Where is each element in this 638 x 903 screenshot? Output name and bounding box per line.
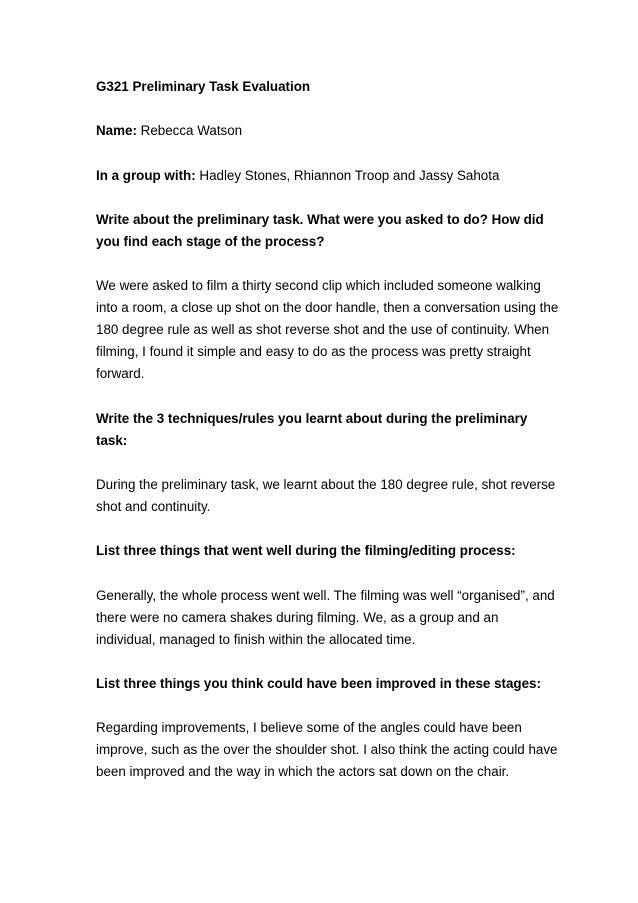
answer-1-line: forward. [96, 366, 145, 381]
answer-3-line: Generally, the whole process went well. The filming was well “organised”, and [96, 588, 555, 603]
answer-1-line: 180 degree rule as well as shot reverse shot and the use of continuity. When [96, 322, 550, 337]
answer-3-line: there were no camera shakes during filming. We, as a group and an [96, 610, 499, 625]
answer-4-line: improve, such as the over the shoulder shot. I also think the acting could have [96, 742, 558, 757]
question-3: List three things that went well during the filming/editing process: [96, 543, 516, 558]
answer-3-line: individual, managed to finish within the allocated time. [96, 632, 416, 647]
answer-2-line: During the preliminary task, we learnt about the 180 degree rule, shot reverse [96, 477, 556, 492]
answer-1-line: We were asked to film a thirty second clip which included someone walking [96, 278, 541, 293]
question-4: List three things you think could have been improved in these stages: [96, 676, 541, 691]
group-line [96, 165, 556, 186]
question-2-line: task: [96, 433, 128, 448]
question-1-line: Write about the preliminary task. What were you asked to do? How did [96, 212, 544, 227]
question-1-line: you find each stage of the process? [96, 234, 325, 249]
question-2-line: Write the 3 techniques/rules you learnt about during the preliminary [96, 411, 528, 426]
answer-4-line: been improved and the way in which the actors sat down on the chair. [96, 764, 510, 779]
answer-1-line: filming, I found it simple and easy to do as the process was pretty straight [96, 344, 531, 359]
name-line [96, 120, 556, 141]
name-label: Name: [96, 123, 137, 138]
answer-4-line: Regarding improvements, I believe some of the angles could have been [96, 720, 522, 735]
group-label: In a group with: [96, 168, 196, 183]
group-value: Hadley Stones, Rhiannon Troop and Jassy Sahota [195, 168, 500, 183]
name-value: Rebecca Watson [136, 123, 243, 138]
answer-1-line: into a room, a close up shot on the door handle, then a conversation using the [96, 300, 559, 315]
answer-2-line: shot and continuity. [96, 499, 211, 514]
document-title: G321 Preliminary Task Evaluation [96, 79, 311, 94]
